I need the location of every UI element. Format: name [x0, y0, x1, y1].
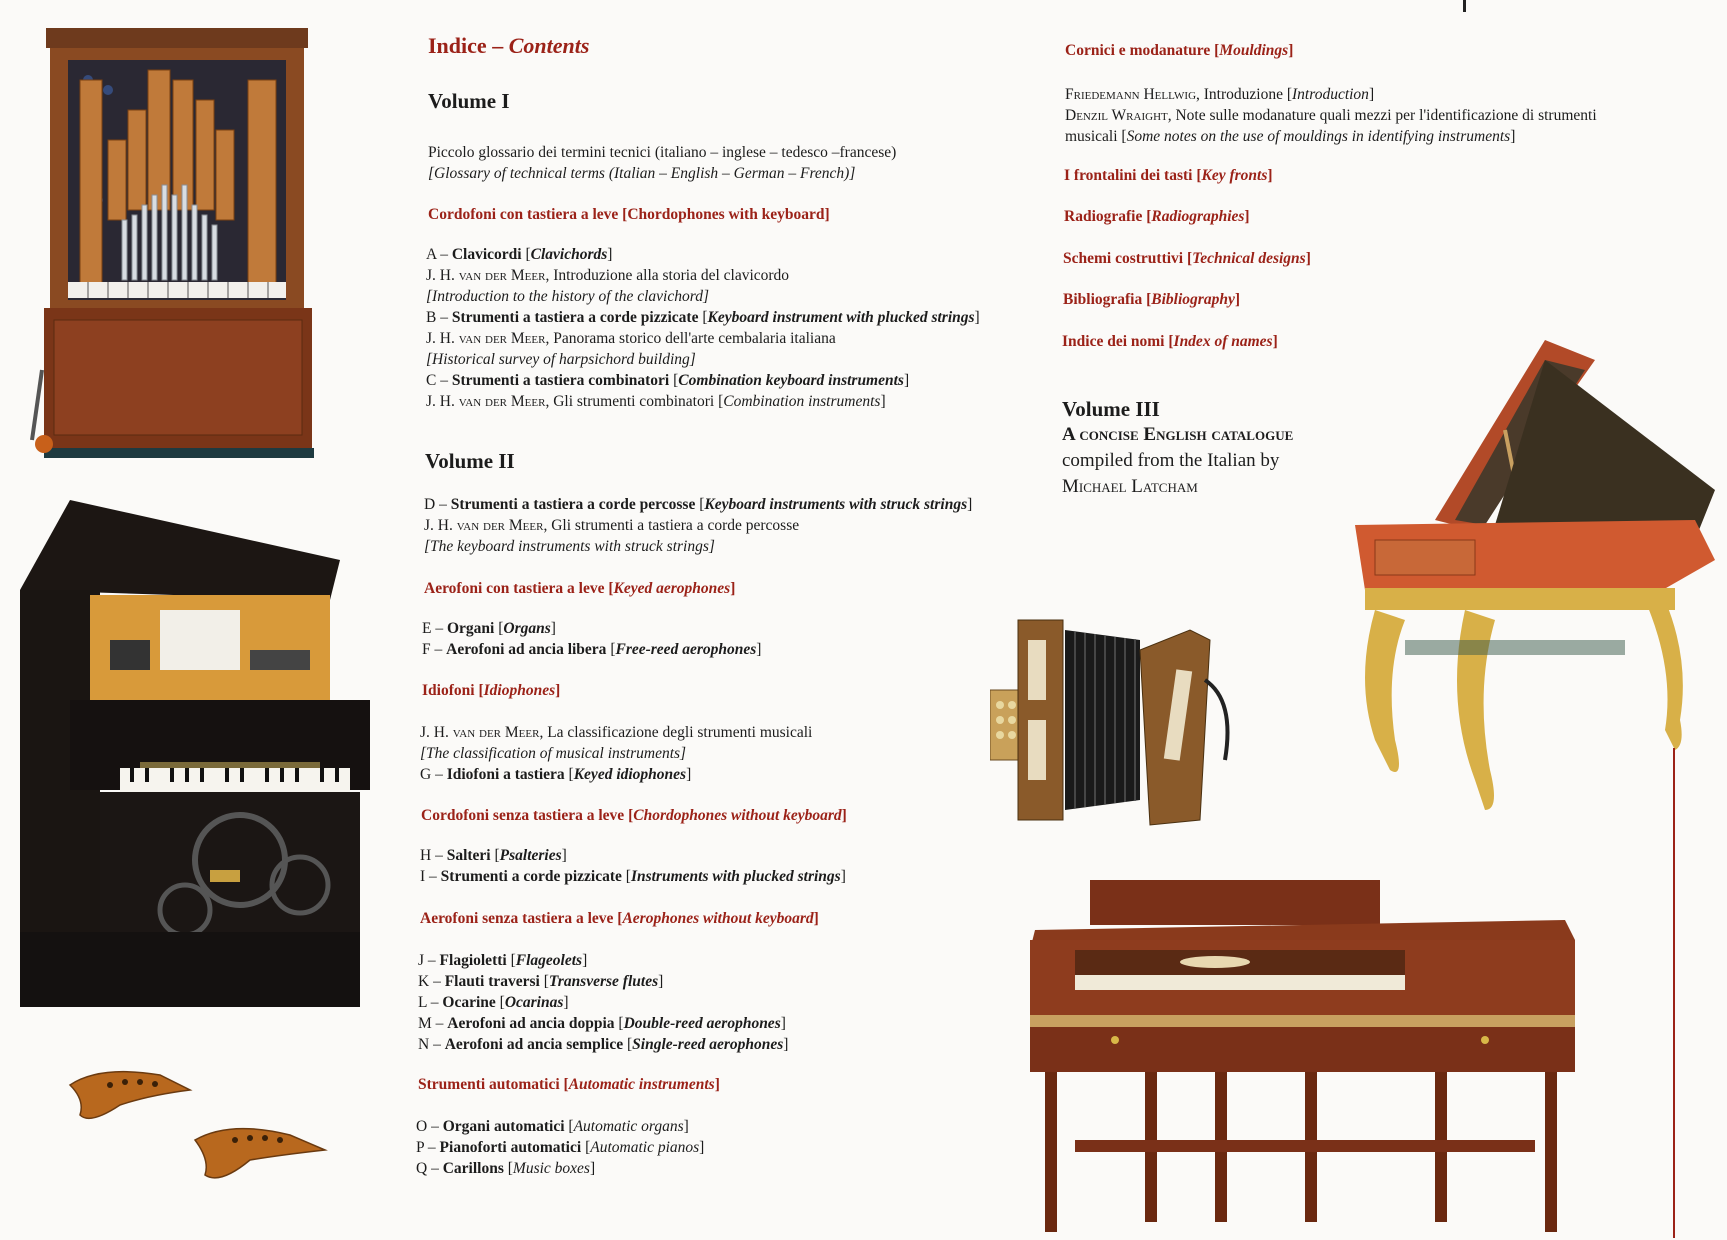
- entry-a-author: J. H. van der Meer, Introduzione alla storia del clavicordo: [426, 267, 790, 284]
- entry-i: I – Strumenti a corde pizzicate [Instruments with plucked strings]: [420, 868, 846, 885]
- section-index-names: [1062, 331, 1278, 352]
- vol2-entries-d: [424, 494, 972, 557]
- entry-d-en: [The keyboard instruments with struck strings]: [424, 538, 715, 555]
- glossary: [428, 142, 896, 184]
- entry-h: H – Salteri [Psalteries]: [420, 847, 567, 864]
- black-tick: [1463, 0, 1466, 12]
- entry-q: Q – Carillons [Music boxes]: [416, 1160, 596, 1177]
- entry-id-author: J. H. van der Meer, La classificazione degli strumenti musicali: [420, 724, 813, 741]
- section-chordophones-keyboard: [428, 204, 830, 225]
- volume-3-line3: Michael Latcham: [1062, 476, 1198, 497]
- mouldings-entries: [1065, 84, 1597, 147]
- entry-d: D – Strumenti a tastiera a corde percosse [Keyboard instruments with struck strings]: [424, 496, 973, 513]
- barrel-organ-image: [28, 20, 328, 460]
- entry-g: G – Idiofoni a tastiera [Keyed idiophones]: [420, 766, 692, 783]
- ocarinas-image: [60, 1060, 340, 1190]
- volume-2-heading: Volume II: [425, 449, 515, 473]
- text-line: Cordofoni senza tastiera a leve [Chordophones without keyboard]: [421, 807, 847, 824]
- entry-c-author: J. H. van der Meer, Gli strumenti combinatori [Combination instruments]: [426, 393, 886, 410]
- text-line: Radiografie [Radiographies]: [1064, 208, 1250, 225]
- harpsichord-image: [1345, 340, 1725, 850]
- entry-b-en: [Historical survey of harpsichord building]: [426, 351, 696, 368]
- entry-a: A – Clavicordi [Clavichords]: [426, 246, 613, 263]
- entry-n: N – Aerofoni ad ancia semplice [Single-reed aerophones]: [418, 1036, 789, 1053]
- volume-2: [425, 448, 515, 474]
- entry-o: O – Organi automatici [Automatic organs]: [416, 1118, 689, 1135]
- section-idiophones: [422, 680, 560, 701]
- text-line: Bibliografia [Bibliography]: [1063, 291, 1240, 308]
- entry-b-author: J. H. van der Meer, Panorama storico dell'arte cembalaria italiana: [426, 330, 836, 347]
- section-bibliography: [1063, 289, 1240, 310]
- text-line: I frontalini dei tasti [Key fronts]: [1064, 167, 1273, 184]
- vol2-entries-g: [420, 722, 812, 785]
- text-line: Aerofoni senza tastiera a leve [Aerophones without keyboard]: [420, 910, 819, 927]
- text-line: Idiofoni [Idiophones]: [422, 682, 561, 699]
- section-key-fronts: [1064, 165, 1273, 186]
- vol2-entries-oq: [416, 1116, 704, 1179]
- red-rule: [1673, 748, 1675, 1238]
- player-piano-image: [10, 500, 390, 1020]
- vol2-entries-ef: [422, 618, 761, 660]
- entry-a-en: [Introduction to the history of the clavichord]: [426, 288, 709, 305]
- text-line: Schemi costruttivi [Technical designs]: [1063, 250, 1311, 267]
- entry-e: E – Organi [Organs]: [422, 620, 556, 637]
- entry-k: K – Flauti traversi [Transverse flutes]: [418, 973, 664, 990]
- glossary-it: Piccolo glossario dei termini tecnici (italiano – inglese – tedesco –francese): [428, 144, 897, 161]
- entry-b: B – Strumenti a tastiera a corde pizzicate [Keyboard instrument with plucked strings]: [426, 309, 980, 326]
- square-piano-image: [1015, 880, 1585, 1235]
- accordion-image: [990, 610, 1260, 840]
- entry-c: C – Strumenti a tastiera combinatori [Combination keyboard instruments]: [426, 372, 910, 389]
- section-chordophones-no-keyboard: [421, 805, 847, 826]
- entry-j: J – Flagioletti [Flageolets]: [418, 952, 588, 969]
- glossary-en: [Glossary of technical terms (Italian – English – German – French)]: [428, 165, 856, 182]
- entry-d-author: J. H. van der Meer, Gli strumenti a tastiera a corde percosse: [424, 517, 800, 534]
- section-mouldings: [1065, 40, 1293, 61]
- section-technical-designs: [1063, 248, 1311, 269]
- entry-p: P – Pianoforti automatici [Automatic pianos]: [416, 1139, 705, 1156]
- text-line: Strumenti automatici [Automatic instruments]: [418, 1076, 720, 1093]
- entry-m: M – Aerofoni ad ancia doppia [Double-reed aerophones]: [418, 1015, 786, 1032]
- volume-3-line1: A concise English catalogue: [1062, 424, 1294, 445]
- page-title: Indice – Contents: [428, 33, 590, 58]
- entry-f: F – Aerofoni ad ancia libera [Free-reed aerophones]: [422, 641, 762, 658]
- vol1-entries: [426, 244, 980, 412]
- section-radiographies: [1064, 206, 1250, 227]
- entry-id-en: [The classification of musical instruments]: [420, 745, 687, 762]
- mould-entry-1: Friedemann Hellwig, Introduzione [Introduction]: [1065, 86, 1375, 103]
- text-line: Aerofoni con tastiera a leve [Keyed aerophones]: [424, 580, 736, 597]
- section-automatic: [418, 1074, 720, 1095]
- volume-3-line2: compiled from the Italian by: [1062, 450, 1280, 471]
- mould-entry-2: Denzil Wraight, Note sulle modanature quali mezzi per l'identificazione di strumenti: [1065, 107, 1597, 124]
- vol2-entries-hi: [420, 845, 846, 887]
- volume-3: [1062, 396, 1293, 500]
- volume-1-heading: Volume I: [428, 89, 510, 113]
- text-line: Cornici e modanature [Mouldings]: [1065, 42, 1294, 59]
- text-line: Cordofoni con tastiera a leve [Chordophones with keyboard]: [428, 206, 830, 223]
- vol2-entries-jn: [418, 950, 788, 1055]
- mould-entry-2b: musicali [Some notes on the use of mouldings in identifying instruments]: [1065, 128, 1516, 145]
- volume-3-heading: Volume III: [1062, 397, 1160, 421]
- section-aerophones-no-keyboard: [420, 908, 819, 929]
- text-line: Indice dei nomi [Index of names]: [1062, 333, 1278, 350]
- entry-l: L – Ocarine [Ocarinas]: [418, 994, 569, 1011]
- section-keyed-aerophones: [424, 578, 735, 599]
- volume-1: [428, 88, 510, 114]
